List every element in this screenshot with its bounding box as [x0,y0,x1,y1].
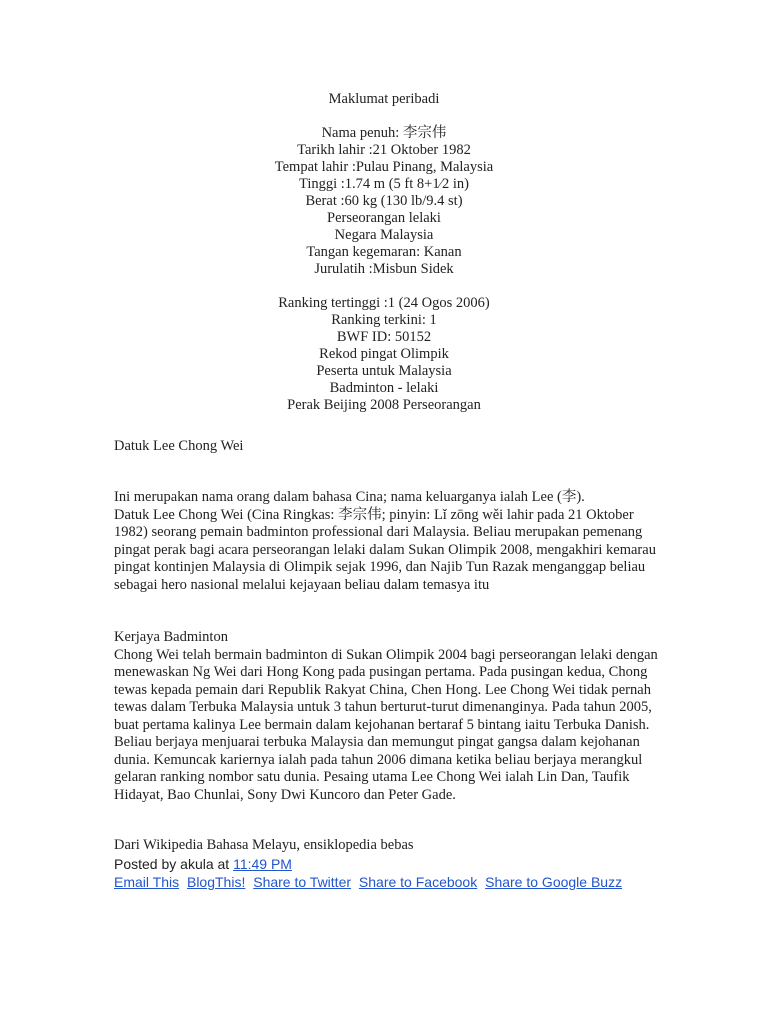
article-heading: Datuk Lee Chong Wei [114,438,244,454]
info-line: Berat :60 kg (130 lb/9.4 st) [305,193,463,209]
info-line: Tinggi :1.74 m (5 ft 8+1⁄2 in) [299,176,469,192]
info-line: Ranking tertinggi :1 (24 Ogos 2006) [278,295,490,311]
info-line: Tangan kegemaran: Kanan [306,244,462,260]
share-links [114,874,659,892]
info-line: Tarikh lahir :21 Oktober 1982 [297,142,471,158]
info-line: Perseorangan lelaki [327,210,441,226]
info-line: Rekod pingat Olimpik [319,346,449,362]
info-title: Maklumat peribadi [328,91,440,107]
career-paragraph: Chong Wei telah bermain badminton di Sukan Olimpik 2004 bagi perseorangan lelaki dengan menewaskan Ng Wei dari Hong Kong pada pusingan pertama. Pada pusingan kedua, Chong tewas kepada pemain dari Republik Rakyat China, Chen Hong. Lee Chong Wei tidak pernah tewas dalam Terbuka Malaysia untuk 3 tahun berturut-turut dimenanginya. Pada tahun 2005, buat pertama kalinya Lee bermain dalam kejohanan bertaraf 5 bintang iaitu Terbuka Danish. Beliau berjaya menjuarai terbuka Malaysia dan memungut pingat gangsa dalam kejohanan dunia. Kemuncak kariernya ialah pada tahun 2006 dimana ketika beliau berjaya merangkul gelaran ranking nombor satu dunia. Pesaing utama Lee Chong Wei ialah Lin Dan, Taufik Hidayat, Bao Chunlai, Sony Dwi Kuncoro dan Peter Gade. [114,646,658,803]
info-line: Nama penuh: 李宗伟 [321,125,447,141]
info-line: Perak Beijing 2008 Perseorangan [287,397,481,413]
info-line: BWF ID: 50152 [336,329,432,345]
personal-info-block [0,91,768,414]
info-line: Negara Malaysia [334,227,434,243]
info-line: Jurulatih :Misbun Sidek [314,261,454,277]
email-this-link[interactable]: Email This [114,874,180,890]
posted-by-text: Posted by akula at [114,856,234,872]
share-facebook-link[interactable]: Share to Facebook [358,874,478,890]
career-section [114,629,659,804]
share-twitter-link[interactable]: Share to Twitter [253,874,352,890]
career-heading: Kerjaya Badminton [114,629,228,645]
info-line: Badminton - lelaki [329,380,439,396]
info-line: Tempat lahir :Pulau Pinang, Malaysia [274,159,494,175]
bio-note: Ini merupakan nama orang dalam bahasa Cina; nama keluarganya ialah Lee (李). [114,489,585,505]
source-note: Dari Wikipedia Bahasa Melayu, ensiklopedia bebas [114,837,414,853]
bio-section [114,489,659,594]
info-line: Ranking terkini: 1 [331,312,437,328]
spacer [0,278,768,295]
info-line: Peserta untuk Malaysia [316,363,452,379]
post-time-link[interactable]: 11:49 PM [233,856,292,872]
share-google-buzz-link[interactable]: Share to Google Buzz [485,874,623,890]
blogthis-link[interactable]: BlogThis! [186,874,246,890]
bio-paragraph: Datuk Lee Chong Wei (Cina Ringkas: 李宗伟; pinyin: Lǐ zōng wěi lahir pada 21 Oktober 1982) seorang pemain badminton professional dari Malaysia. Beliau merupakan pemenang pingat perak bagi acara perseorangan lelaki dalam Sukan Olimpik 2008, mengakhiri kemarau pingat kontinjen Malaysia di Olimpik sejak 1996, dan Najib Tun Razak menganggap beliau sebagai hero nasional melalui kejayaan beliau dalam temasya itu [114,506,656,593]
spacer [0,108,768,125]
post-meta [114,856,659,874]
